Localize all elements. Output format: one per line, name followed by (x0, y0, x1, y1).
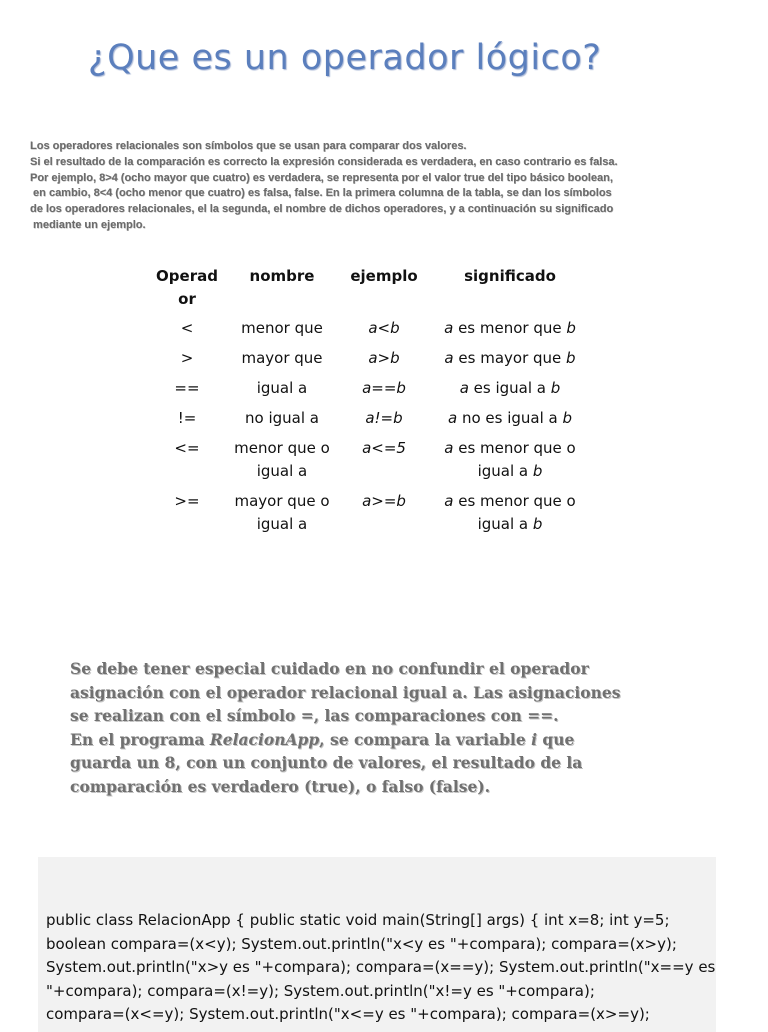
intro-line: de los operadores relacionales, el la segunda, el nombre de dichos operadores, y a continuación su significado (30, 203, 614, 216)
table-row (148, 347, 590, 377)
table-row (148, 490, 590, 543)
example-cell: a!=b (365, 409, 403, 427)
name-text: igual a (256, 515, 308, 533)
operator-cell: <= (174, 439, 200, 457)
name-text: igual a (256, 462, 308, 480)
intro-line: Por ejemplo, 8>4 (ocho mayor que cuatro) es verdadera, se representa por el valor true del tipo básico boolean, (30, 171, 613, 184)
note-line: comparación es verdadero (true), o falso (false). (70, 776, 491, 796)
example-cell: a>b (368, 349, 400, 367)
var-a: a (444, 492, 454, 510)
meaning-text: igual a (477, 462, 533, 480)
intro-line: Si el resultado de la comparación es correcto la expresión considerada es verdadera, en caso contrario es falsa. (30, 155, 618, 168)
header-operator (148, 265, 226, 317)
var-a: a (444, 319, 454, 337)
header-meaning: significado (464, 267, 556, 285)
table-row (148, 377, 590, 407)
meaning-text: es menor que o (453, 439, 576, 457)
header-operator-line1: Operad (156, 267, 218, 285)
var-b: b (550, 379, 561, 397)
meaning-cell (430, 347, 590, 377)
note-line: Se debe tener especial cuidado en no confundir el operador (70, 659, 589, 678)
table-row (148, 317, 590, 347)
name-text: mayor que o (234, 492, 330, 510)
page-title: ¿Que es un operador lógico? (88, 38, 602, 78)
meaning-cell (430, 490, 590, 543)
name-text: igual a (256, 379, 308, 397)
var-b: b (566, 349, 576, 367)
meaning-text: es mayor que (453, 349, 567, 367)
name-text: mayor que (241, 349, 323, 367)
example-cell: a<b (368, 319, 400, 337)
var-a: a (447, 409, 458, 427)
header-operator-line2: or (178, 290, 196, 308)
meaning-cell (430, 437, 590, 490)
operator-cell: != (177, 409, 197, 427)
note-text: , se compara la variable (319, 729, 532, 749)
var-b: b (566, 319, 576, 337)
meaning-text: no es igual a (457, 409, 563, 427)
meaning-cell (430, 317, 590, 347)
name-cell (226, 407, 338, 437)
note-line (70, 728, 610, 752)
operator-cell: > (180, 349, 194, 367)
meaning-text: igual a (477, 515, 533, 533)
table-row (148, 437, 590, 490)
note-line: guarda un 8, con un conjunto de valores, el resultado de la (70, 753, 583, 772)
var-b: b (562, 409, 573, 427)
intro-line: Los operadores relacionales son símbolos que se usan para comparar dos valores. (30, 140, 467, 152)
example-cell: a<=5 (362, 439, 406, 457)
meaning-cell (430, 407, 590, 437)
note-text: En el programa (70, 729, 210, 749)
name-cell (226, 317, 338, 347)
header-example: ejemplo (350, 267, 418, 285)
name-text: no igual a (245, 409, 319, 427)
code-block (46, 909, 726, 1027)
var-a: a (444, 349, 454, 367)
variable-name: i (531, 729, 537, 749)
program-name: RelacionApp (209, 729, 320, 749)
name-cell (226, 490, 338, 543)
note-line: asignación con el operador relacional igual a. Las asignaciones (70, 682, 621, 702)
name-cell (226, 377, 338, 407)
name-cell (226, 347, 338, 377)
meaning-text: es igual a (468, 379, 551, 397)
table-header-row (148, 265, 590, 317)
code-line: System.out.println("x>y es "+compara); compara=(x==y); System.out.println("x==y es (46, 958, 716, 976)
code-line: "+compara); compara=(x!=y); System.out.println("x!=y es "+compara); (46, 981, 595, 1000)
example-cell: a>=b (362, 492, 406, 510)
name-text: menor que o (234, 439, 330, 457)
warning-note (70, 657, 621, 798)
intro-paragraph (30, 139, 730, 234)
operator-cell: == (174, 379, 200, 397)
meaning-text: es menor que o (453, 492, 576, 510)
operator-cell: < (180, 319, 194, 337)
operator-cell: >= (174, 492, 200, 510)
example-cell: a==b (362, 379, 406, 397)
var-a: a (444, 439, 454, 457)
var-b: b (532, 515, 543, 533)
meaning-text: es menor que (453, 319, 567, 337)
intro-line: en cambio, 8<4 (ocho menor que cuatro) es falsa, false. En la primera columna de la tabla, se dan los símbolos (30, 187, 612, 200)
intro-line: mediante un ejemplo. (30, 218, 146, 231)
note-line: se realizan con el símbolo =, las comparaciones con ==. (70, 706, 559, 725)
header-name: nombre (249, 267, 315, 285)
code-line: boolean compara=(x<y); System.out.println("x<y es "+compara); compara=(x>y); (46, 934, 677, 953)
code-line: public class RelacionApp { public static void main(String[] args) { int x=8; int y=5; (46, 911, 670, 929)
meaning-cell (430, 377, 590, 407)
var-a: a (459, 379, 469, 397)
operators-table (148, 265, 590, 543)
var-b: b (532, 462, 543, 480)
code-line: compara=(x<=y); System.out.println("x<=y es "+compara); compara=(x>=y); (46, 1005, 650, 1023)
name-cell (226, 437, 338, 490)
name-text: menor que (241, 319, 323, 337)
table-row (148, 407, 590, 437)
note-text: que (536, 729, 575, 749)
